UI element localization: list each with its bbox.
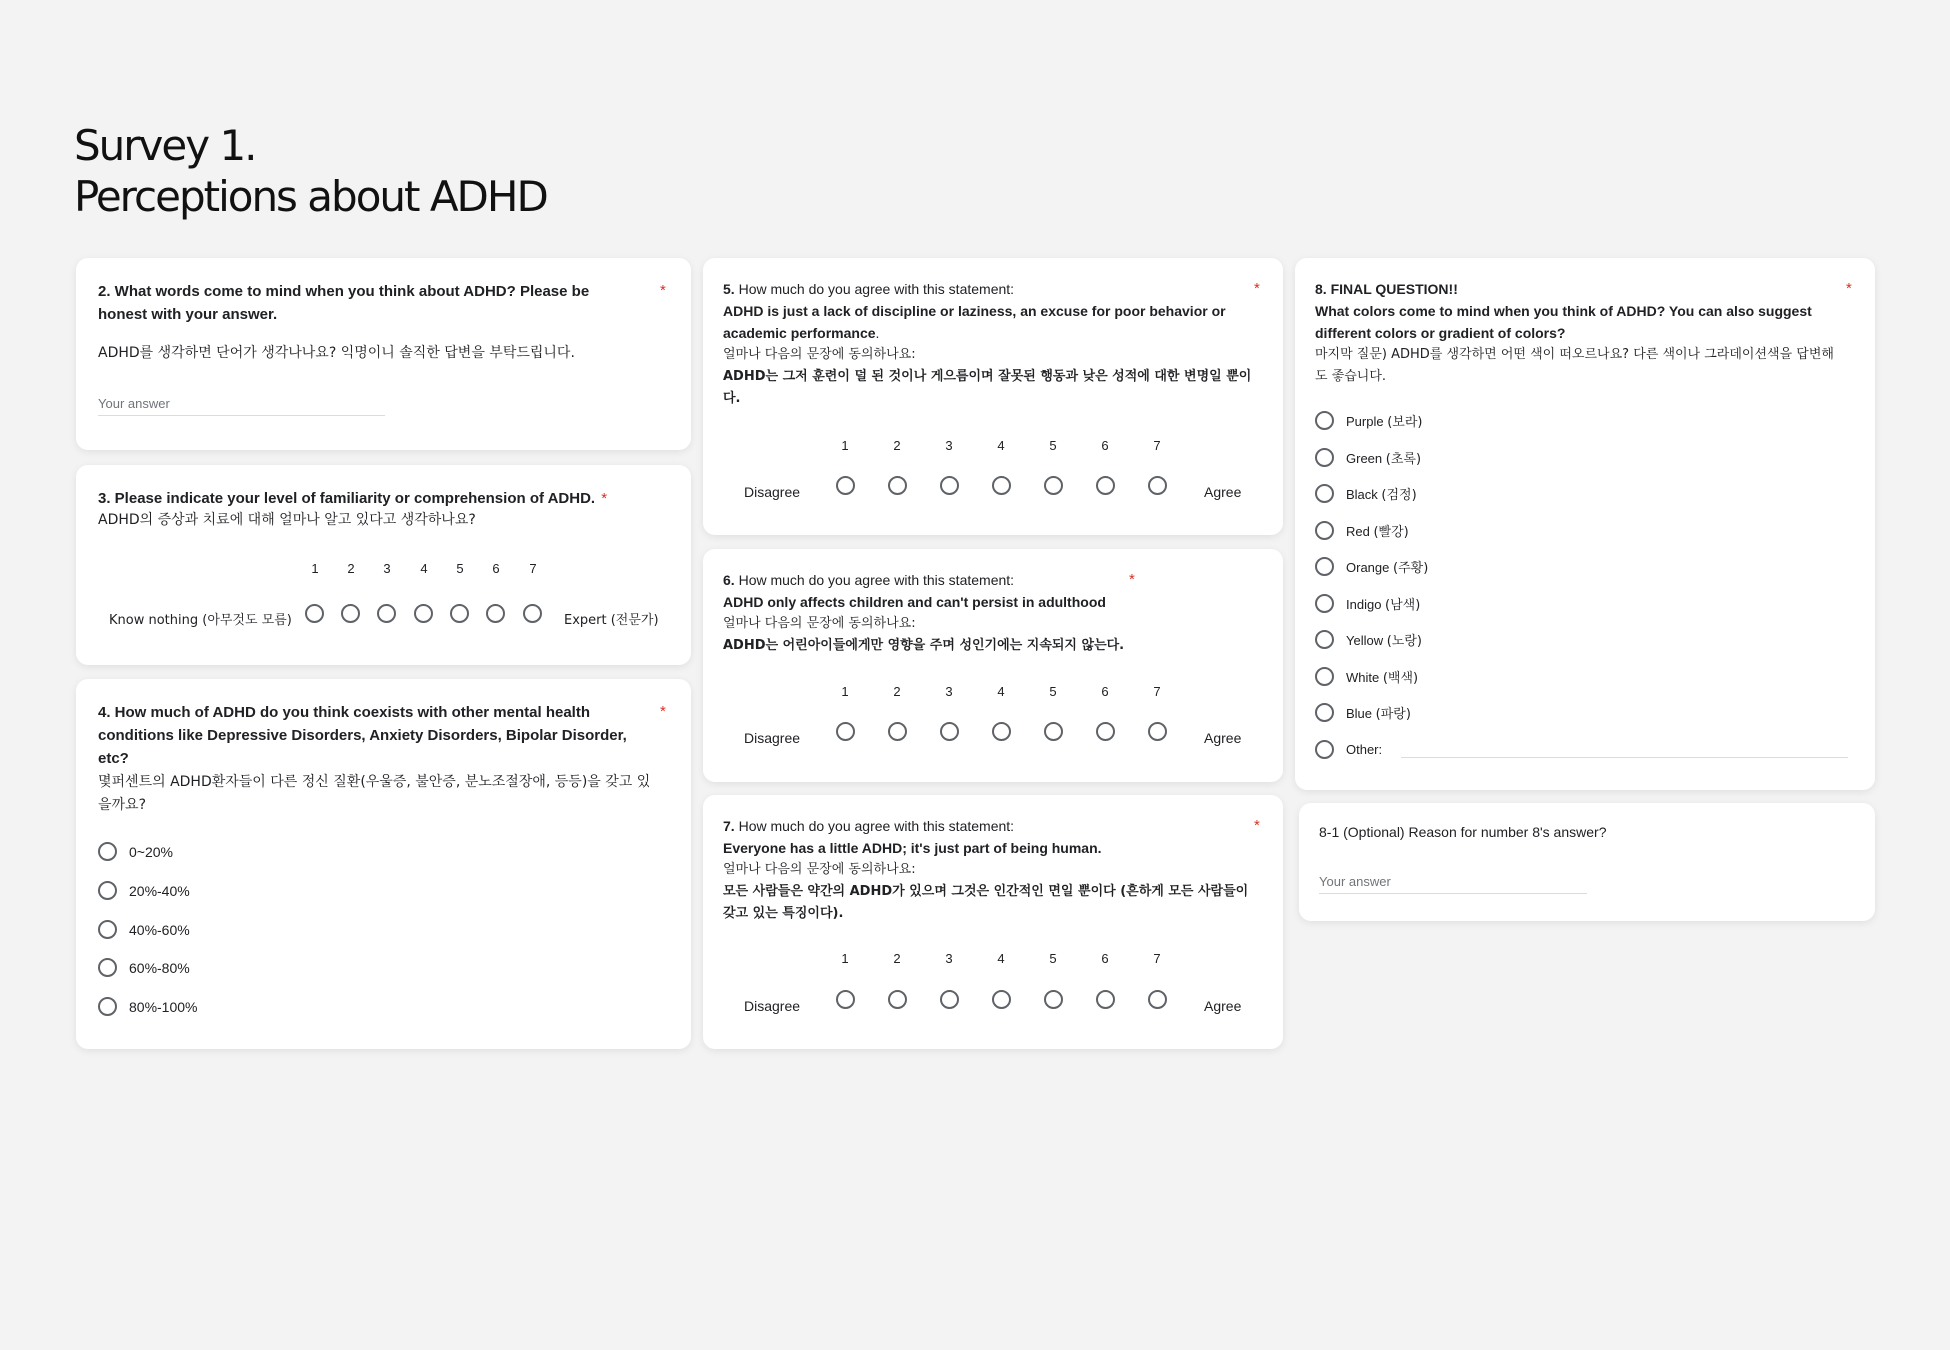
option-label: 80%-100% bbox=[129, 998, 198, 1015]
scale-radio-7[interactable] bbox=[1148, 722, 1167, 741]
radio-button[interactable] bbox=[1315, 521, 1334, 540]
question-8-1-answer-field[interactable] bbox=[1319, 874, 1587, 894]
scale-number: 3 bbox=[383, 561, 391, 576]
option-label-korean: (검정) bbox=[1381, 488, 1417, 503]
option-60-80[interactable] bbox=[98, 958, 190, 977]
option-yellow[interactable] bbox=[1315, 630, 1422, 649]
question-6-korean-statement: ADHD는 어린아이들에게만 영향을 주며 성인기에는 지속되지 않는다. bbox=[723, 638, 1125, 653]
scale-radio-2[interactable] bbox=[888, 990, 907, 1009]
question-7-lead: How much do you agree with this statement: bbox=[738, 818, 1015, 834]
option-indigo[interactable] bbox=[1315, 594, 1420, 613]
radio-button[interactable] bbox=[98, 997, 117, 1016]
scale-radio-7[interactable] bbox=[523, 604, 542, 623]
scale-number: 5 bbox=[456, 561, 464, 576]
scale-number: 4 bbox=[997, 438, 1005, 453]
scale-number: 7 bbox=[1153, 438, 1161, 453]
scale-radio-6[interactable] bbox=[1096, 476, 1115, 495]
option-0-20[interactable] bbox=[98, 842, 173, 861]
required-mark: * bbox=[1254, 280, 1260, 297]
scale-radio-4[interactable] bbox=[992, 990, 1011, 1009]
question-2-title: 2. What words come to mind when you think about ADHD? Please be honest with your answer. bbox=[98, 283, 590, 323]
scale-number: 1 bbox=[841, 438, 849, 453]
scale-radio-1[interactable] bbox=[836, 990, 855, 1009]
option-label: Red bbox=[1346, 524, 1370, 539]
required-mark: * bbox=[660, 703, 666, 720]
scale-radio-5[interactable] bbox=[1044, 722, 1063, 741]
option-label-korean: (파랑) bbox=[1375, 707, 1411, 722]
scale-radio-3[interactable] bbox=[940, 990, 959, 1009]
scale-number: 6 bbox=[1101, 951, 1109, 966]
scale-number: 3 bbox=[945, 684, 953, 699]
question-8-card bbox=[1295, 258, 1875, 790]
radio-button[interactable] bbox=[98, 920, 117, 939]
scale-low-label: Disagree bbox=[744, 484, 801, 500]
required-mark: * bbox=[660, 282, 666, 299]
question-4-title: 4. How much of ADHD do you think coexists with other mental health conditions like Depressive Disorders, Anxiety Disorders, Bipolar Disorder, etc? bbox=[98, 704, 627, 767]
option-label-korean: (빨강) bbox=[1373, 525, 1409, 540]
option-label: 40%-60% bbox=[129, 921, 190, 938]
option-purple[interactable] bbox=[1315, 411, 1422, 430]
question-5-korean-statement: ADHD는 그저 훈련이 덜 된 것이나 게으름이며 잘못된 행동과 낮은 성적에 대한 변명일 뿐이다. bbox=[723, 369, 1252, 406]
option-label: Indigo bbox=[1346, 597, 1382, 612]
option-40-60[interactable] bbox=[98, 920, 190, 939]
question-6-number: 6. bbox=[723, 572, 735, 588]
page-title bbox=[74, 120, 547, 222]
radio-button[interactable] bbox=[1315, 667, 1334, 686]
scale-number: 4 bbox=[420, 561, 428, 576]
radio-button[interactable] bbox=[1315, 703, 1334, 722]
option-white[interactable] bbox=[1315, 667, 1418, 686]
question-3-title: 3. Please indicate your level of familiarity or comprehension of ADHD. bbox=[98, 490, 596, 507]
option-label: White bbox=[1346, 670, 1380, 685]
required-mark: * bbox=[1254, 817, 1260, 834]
question-2-answer-field[interactable] bbox=[98, 396, 385, 416]
question-5-lead: How much do you agree with this statement: bbox=[738, 281, 1015, 297]
question-5-number: 5. bbox=[723, 281, 735, 297]
option-other[interactable] bbox=[1315, 740, 1382, 759]
scale-number: 6 bbox=[1101, 684, 1109, 699]
option-20-40[interactable] bbox=[98, 881, 190, 900]
option-green[interactable] bbox=[1315, 448, 1421, 467]
question-8-1-card bbox=[1299, 803, 1875, 921]
scale-radio-1[interactable] bbox=[836, 476, 855, 495]
scale-radio-7[interactable] bbox=[1148, 476, 1167, 495]
scale-radio-2[interactable] bbox=[888, 722, 907, 741]
option-80-100[interactable] bbox=[98, 997, 198, 1016]
question-8-1-title: 8-1 (Optional) Reason for number 8's answer? bbox=[1319, 824, 1607, 840]
question-5-korean-lead: 얼마나 다음의 문장에 동의하나요: bbox=[723, 347, 916, 362]
question-7-number: 7. bbox=[723, 818, 735, 834]
option-label: Green bbox=[1346, 451, 1383, 466]
option-label-korean: (백색) bbox=[1382, 671, 1419, 686]
scale-number: 7 bbox=[1153, 684, 1161, 699]
scale-number: 7 bbox=[529, 561, 537, 576]
scale-radio-7[interactable] bbox=[1148, 990, 1167, 1009]
required-mark: * bbox=[601, 490, 608, 507]
question-6-korean-lead: 얼마나 다음의 문장에 동의하나요: bbox=[723, 616, 916, 631]
scale-high-label: Expert (전문가) bbox=[564, 613, 659, 628]
scale-high-label: Agree bbox=[1204, 730, 1242, 746]
option-label: Yellow bbox=[1346, 633, 1384, 648]
radio-button[interactable] bbox=[98, 958, 117, 977]
radio-button[interactable] bbox=[1315, 740, 1334, 759]
required-mark: * bbox=[1846, 280, 1852, 297]
question-8-title: 8. FINAL QUESTION!! bbox=[1315, 281, 1458, 297]
scale-radio-3[interactable] bbox=[940, 476, 959, 495]
question-3-korean: ADHD의 증상과 치료에 대해 얼마나 알고 있다고 생각하나요? bbox=[98, 512, 476, 528]
required-mark: * bbox=[1129, 571, 1135, 588]
option-label: Black bbox=[1346, 487, 1378, 502]
option-label: Blue bbox=[1346, 706, 1373, 721]
scale-number: 7 bbox=[1153, 951, 1161, 966]
option-label-korean: (초록) bbox=[1385, 452, 1422, 467]
answer-placeholder: Your answer bbox=[1319, 874, 1391, 889]
question-6-statement: ADHD only affects children and can't persist in adulthood bbox=[723, 594, 1106, 610]
scale-number: 2 bbox=[893, 684, 901, 699]
option-label-korean: (주황) bbox=[1393, 561, 1429, 576]
option-label: Purple bbox=[1346, 414, 1384, 429]
scale-number: 2 bbox=[893, 438, 901, 453]
question-6-lead: How much do you agree with this statement: bbox=[738, 572, 1015, 588]
question-7-statement: Everyone has a little ADHD; it's just part of being human. bbox=[723, 840, 1102, 856]
page-title-line-2: Perceptions about ADHD bbox=[74, 172, 547, 221]
question-8-korean: 마지막 질문) ADHD를 생각하면 어떤 색이 떠오르나요? 다른 색이나 그라데이션색을 답변해도 좋습니다. bbox=[1315, 347, 1834, 384]
scale-number: 3 bbox=[945, 438, 953, 453]
scale-number: 4 bbox=[997, 951, 1005, 966]
scale-radio-2[interactable] bbox=[341, 604, 360, 623]
option-orange[interactable] bbox=[1315, 557, 1428, 576]
scale-number: 4 bbox=[997, 684, 1005, 699]
question-2-card bbox=[76, 258, 691, 450]
radio-button[interactable] bbox=[98, 842, 117, 861]
question-2-korean: ADHD를 생각하면 단어가 생각나나요? 익명이니 솔직한 답변을 부탁드립니다. bbox=[98, 345, 575, 361]
question-7-korean-statement: 모든 사람들은 약간의 ADHD가 있으며 그것은 인간적인 면일 뿐이다 (흔하게 모든 사람들이 갖고 있는 특징이다). bbox=[723, 884, 1249, 921]
scale-number: 3 bbox=[945, 951, 953, 966]
question-7-korean-lead: 얼마나 다음의 문장에 동의하나요: bbox=[723, 862, 916, 877]
question-8-subtitle: What colors come to mind when you think of ADHD? You can also suggest different colors or gradient of colors? bbox=[1315, 303, 1812, 341]
other-text-field[interactable] bbox=[1401, 757, 1848, 758]
option-label-korean: (보라) bbox=[1387, 415, 1423, 430]
scale-high-label: Agree bbox=[1204, 484, 1242, 500]
question-6-card bbox=[703, 549, 1283, 782]
scale-radio-5[interactable] bbox=[1044, 476, 1063, 495]
scale-radio-3[interactable] bbox=[377, 604, 396, 623]
scale-number: 5 bbox=[1049, 951, 1057, 966]
radio-button[interactable] bbox=[1315, 630, 1334, 649]
scale-radio-2[interactable] bbox=[888, 476, 907, 495]
question-4-card bbox=[76, 679, 691, 1049]
radio-button[interactable] bbox=[98, 881, 117, 900]
option-label: 0~20% bbox=[129, 843, 173, 860]
option-label-korean: (노랑) bbox=[1386, 634, 1422, 649]
scale-number: 1 bbox=[311, 561, 319, 576]
scale-number: 5 bbox=[1049, 438, 1057, 453]
question-3-card bbox=[76, 465, 691, 665]
scale-radio-5[interactable] bbox=[1044, 990, 1063, 1009]
scale-radio-4[interactable] bbox=[414, 604, 433, 623]
scale-radio-6[interactable] bbox=[1096, 722, 1115, 741]
scale-radio-6[interactable] bbox=[1096, 990, 1115, 1009]
scale-low-label: Disagree bbox=[744, 730, 801, 746]
scale-number: 5 bbox=[1049, 684, 1057, 699]
scale-radio-5[interactable] bbox=[450, 604, 469, 623]
option-blue[interactable] bbox=[1315, 703, 1411, 722]
scale-number: 2 bbox=[893, 951, 901, 966]
scale-number: 1 bbox=[841, 951, 849, 966]
question-4-korean: 몇퍼센트의 ADHD환자들이 다른 정신 질환(우울증, 불안증, 분노조절장애, 등등)을 갖고 있을까요? bbox=[98, 774, 651, 813]
scale-radio-1[interactable] bbox=[836, 722, 855, 741]
radio-button[interactable] bbox=[1315, 411, 1334, 430]
question-7-card bbox=[703, 795, 1283, 1049]
scale-radio-4[interactable] bbox=[992, 722, 1011, 741]
scale-number: 1 bbox=[841, 684, 849, 699]
radio-button[interactable] bbox=[1315, 484, 1334, 503]
option-label: 20%-40% bbox=[129, 882, 190, 899]
scale-number: 2 bbox=[347, 561, 355, 576]
radio-button[interactable] bbox=[1315, 448, 1334, 467]
option-label: Orange bbox=[1346, 560, 1390, 575]
option-black[interactable] bbox=[1315, 484, 1417, 503]
scale-low-label: Disagree bbox=[744, 998, 801, 1014]
scale-radio-3[interactable] bbox=[940, 722, 959, 741]
scale-number: 6 bbox=[492, 561, 500, 576]
scale-number: 6 bbox=[1101, 438, 1109, 453]
option-label: 60%-80% bbox=[129, 959, 190, 976]
scale-radio-6[interactable] bbox=[486, 604, 505, 623]
question-5-statement: ADHD is just a lack of discipline or laziness, an excuse for poor behavior or academic performance bbox=[723, 303, 1226, 341]
option-label-korean: (남색) bbox=[1385, 598, 1421, 613]
radio-button[interactable] bbox=[1315, 594, 1334, 613]
scale-low-label: Know nothing (아무것도 모름) bbox=[109, 613, 292, 628]
scale-high-label: Agree bbox=[1204, 998, 1242, 1014]
scale-radio-1[interactable] bbox=[305, 604, 324, 623]
question-5-period: . bbox=[875, 325, 880, 341]
question-5-card bbox=[703, 258, 1283, 535]
option-other-label: Other: bbox=[1346, 742, 1383, 757]
scale-radio-4[interactable] bbox=[992, 476, 1011, 495]
option-red[interactable] bbox=[1315, 521, 1409, 540]
radio-button[interactable] bbox=[1315, 557, 1334, 576]
answer-placeholder: Your answer bbox=[98, 396, 170, 411]
page-title-line-1: Survey 1. bbox=[74, 121, 256, 170]
